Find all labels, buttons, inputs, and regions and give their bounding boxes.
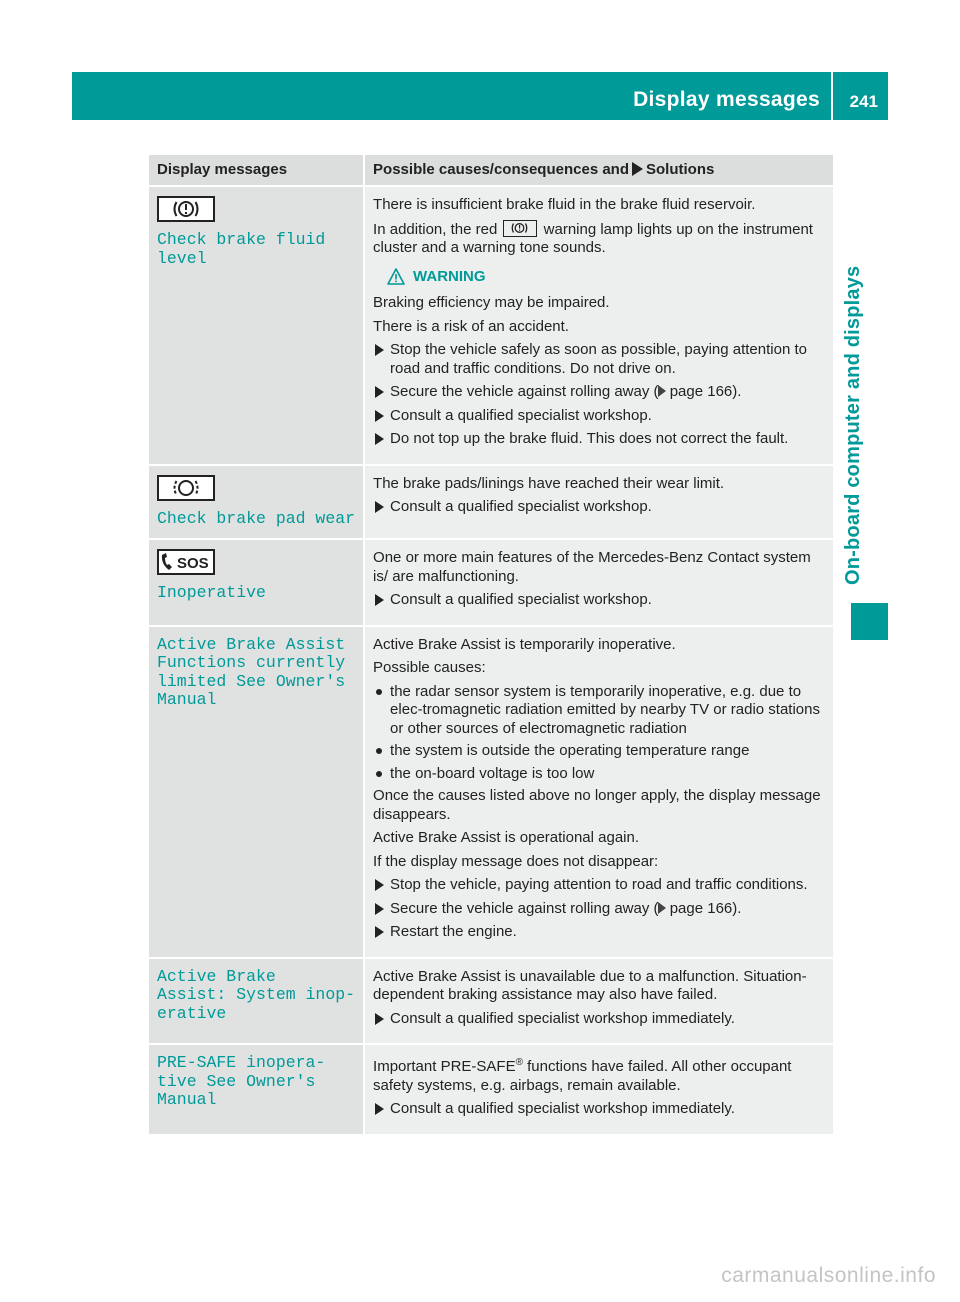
- solution-step: Consult a qualified specialist workshop.: [373, 591, 826, 610]
- cause-bullet: the radar sensor system is temporarily inoperative, e.g. due to elec-tromagnetic radiation emitted by nearby TV or radio stations or other sources of electromagnetic radiation: [373, 683, 826, 739]
- cause-text-part: Important PRE-SAFE: [373, 1058, 516, 1076]
- cause-text-part: In addition, the red: [373, 220, 498, 238]
- table-header-row: [149, 155, 833, 185]
- display-message-text: Check brake fluid level: [157, 230, 326, 268]
- warning-label: WARNING: [413, 267, 486, 285]
- cause-text: [373, 1054, 826, 1095]
- table-row: [149, 185, 833, 464]
- cause-text: Active Brake Assist is temporarily inoperative.: [373, 635, 676, 653]
- solution-step: Stop the vehicle, paying attention to road and traffic conditions.: [373, 876, 826, 895]
- page-title: Display messages: [633, 88, 820, 111]
- cause-bullet: the system is outside the operating temperature range: [373, 742, 826, 761]
- step-text-part: Secure the vehicle against rolling away (: [390, 383, 659, 400]
- solution-arrow-icon: [632, 162, 643, 176]
- display-message-text: Active Brake Assist Functions currently limited See Owner's Manual: [157, 634, 346, 710]
- table-row: [149, 957, 833, 1044]
- table-row: [149, 538, 833, 625]
- solution-step: Consult a qualified specialist workshop immediately.: [373, 1100, 826, 1119]
- solution-step: Consult a qualified specialist workshop.: [373, 407, 826, 426]
- cause-text: There is a risk of an accident.: [373, 317, 569, 335]
- solution-step: Consult a qualified specialist workshop.: [373, 498, 826, 517]
- cause-text: If the display message does not disappear:: [373, 852, 659, 870]
- solution-step: [373, 383, 826, 402]
- message-cell: [149, 625, 365, 957]
- message-cell: [149, 957, 365, 1044]
- table-row: [149, 464, 833, 539]
- brake-warning-icon: [157, 196, 215, 222]
- page-reference-link[interactable]: [659, 383, 733, 400]
- solution-step: Stop the vehicle safely as soon as possible, paying attention to road and traffic conditions. Do not drive on.: [373, 341, 826, 378]
- cause-text-part: functions have failed. All other occupant safety systems, e.g. airbags, remain available.: [373, 1058, 792, 1094]
- section-marker: [851, 603, 888, 640]
- cause-text: Active Brake Assist is unavailable due to a malfunction. Situation-dependent braking assistance may also have failed.: [373, 967, 807, 1004]
- solution-cell: [365, 185, 833, 464]
- page-ref-arrow-icon: [659, 386, 666, 396]
- col-header-causes: [365, 155, 833, 185]
- page-reference-text: page 166: [669, 899, 733, 917]
- solution-cell: [365, 1043, 833, 1134]
- solution-step: Restart the engine.: [373, 923, 826, 942]
- display-message-text: PRE-SAFE inopera‐ tive See Owner's Manual: [157, 1053, 326, 1110]
- step-text-part: ).: [732, 899, 742, 917]
- display-message-text: Check brake pad wear: [157, 508, 356, 528]
- brake-pad-wear-icon: [157, 475, 215, 501]
- watermark: carmanualsonline.info: [721, 1264, 936, 1287]
- cause-text: There is insufficient brake fluid in the brake fluid reservoir.: [373, 196, 756, 213]
- header-divider: [831, 72, 833, 120]
- solution-step: Do not top up the brake fluid. This does not correct the fault.: [373, 430, 826, 449]
- page-reference-text: page 166: [669, 383, 733, 400]
- solution-cell: [365, 957, 833, 1044]
- solution-step: Consult a qualified specialist workshop immediately.: [373, 1010, 826, 1029]
- cause-bullet: the on-board voltage is too low: [373, 765, 826, 784]
- section-side-label: On-board computer and displays: [842, 265, 864, 585]
- cause-text-part: warning lamp lights up on the instrument cluster and a warning tone sounds.: [373, 220, 813, 256]
- step-text-part: ).: [732, 383, 742, 400]
- header-bar: [72, 72, 888, 120]
- solution-step: [373, 900, 826, 919]
- page-number: 241: [849, 92, 878, 111]
- sos-phone-icon: [157, 549, 215, 575]
- cause-text: Braking efficiency may be impaired.: [373, 294, 610, 311]
- col-header-causes-text: Possible causes/consequences and: [373, 161, 629, 178]
- table-row: [149, 625, 833, 957]
- table-row: [149, 1043, 833, 1134]
- display-message-text: Inoperative: [157, 583, 266, 603]
- display-messages-table: [149, 155, 833, 1134]
- message-cell: [149, 464, 365, 539]
- warning-triangle-icon: [387, 268, 405, 285]
- col-header-messages: Display messages: [149, 155, 365, 185]
- message-cell: [149, 538, 365, 625]
- page-reference-link[interactable]: [659, 900, 733, 917]
- cause-text: Possible causes:: [373, 659, 486, 677]
- display-message-text: Active Brake Assist: System inop‐ erative: [157, 966, 356, 1023]
- sos-icon-text: SOS: [177, 555, 209, 573]
- cause-text: The brake pads/linings have reached their wear limit.: [373, 474, 725, 492]
- step-text-part: Secure the vehicle against rolling away (: [390, 899, 659, 917]
- solution-cell: [365, 625, 833, 957]
- cause-text: [373, 220, 826, 258]
- registered-mark: ®: [515, 1057, 523, 1069]
- brake-warning-icon: [503, 220, 537, 237]
- solution-cell: [365, 464, 833, 539]
- message-cell: [149, 1043, 365, 1134]
- solution-cell: [365, 538, 833, 625]
- cause-text: One or more main features of the Mercedes-Benz Contact system is/ are malfunctioning.: [373, 549, 811, 585]
- cause-text: Active Brake Assist is operational again.: [373, 829, 640, 847]
- cause-text: Once the causes listed above no longer apply, the display message disappears.: [373, 787, 821, 823]
- col-header-solutions-text: Solutions: [646, 161, 715, 178]
- message-cell: [149, 185, 365, 464]
- page-ref-arrow-icon: [659, 903, 666, 913]
- warning-heading: [373, 268, 826, 287]
